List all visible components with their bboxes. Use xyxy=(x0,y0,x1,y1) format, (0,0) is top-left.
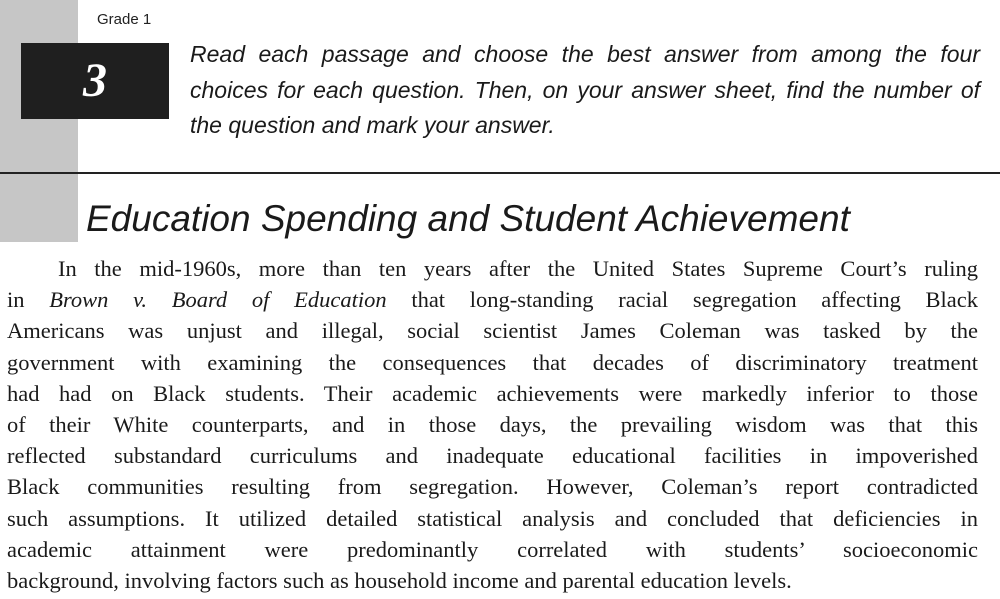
passage-line: In the mid-1960s, more than ten years after the United States Supreme Court’s ruling xyxy=(58,256,978,281)
question-number-box xyxy=(21,43,169,119)
passage-line xyxy=(7,284,978,315)
passage-line: reflected substandard curriculums and inadequate educational facilities in impoverished xyxy=(7,443,978,469)
passage-line: such assumptions. It utilized detailed statistical analysis and concluded that deficiencies in xyxy=(7,505,978,531)
passage-line: academic attainment were predominantly correlated with students’ socioeconomic xyxy=(7,536,978,562)
passage-title: Education Spending and Student Achievement xyxy=(86,198,850,239)
passage-line-rest: that long-standing racial segregation affecting Black xyxy=(411,287,979,313)
side-accent-bar xyxy=(0,0,78,242)
passage-line-prefix: in xyxy=(7,287,25,313)
case-name: Brown v. Board of Education xyxy=(49,287,387,313)
grade-label: Grade 1 xyxy=(97,11,152,28)
question-number: 3 xyxy=(83,54,107,107)
passage-body xyxy=(7,253,978,596)
passage-line: had had on Black students. Their academic achievements were markedly inferior to those xyxy=(7,380,978,406)
passage-line: government with examining the consequences that decades of discriminatory treatment xyxy=(7,349,978,375)
instructions: Read each passage and choose the best answer from among the four choices for each question. Then, on your answer sheet, find the number of the question and mark your answer. xyxy=(190,41,980,138)
passage-line: of their White counterparts, and in those days, the prevailing wisdom was that this xyxy=(7,411,978,437)
passage-line: background, involving factors such as household income and parental education levels. xyxy=(7,567,792,593)
passage-line: Black communities resulting from segregation. However, Coleman’s report contradicted xyxy=(7,474,978,500)
divider-rule xyxy=(0,172,1000,174)
passage-line: Americans was unjust and illegal, social scientist James Coleman was tasked by the xyxy=(7,318,978,344)
